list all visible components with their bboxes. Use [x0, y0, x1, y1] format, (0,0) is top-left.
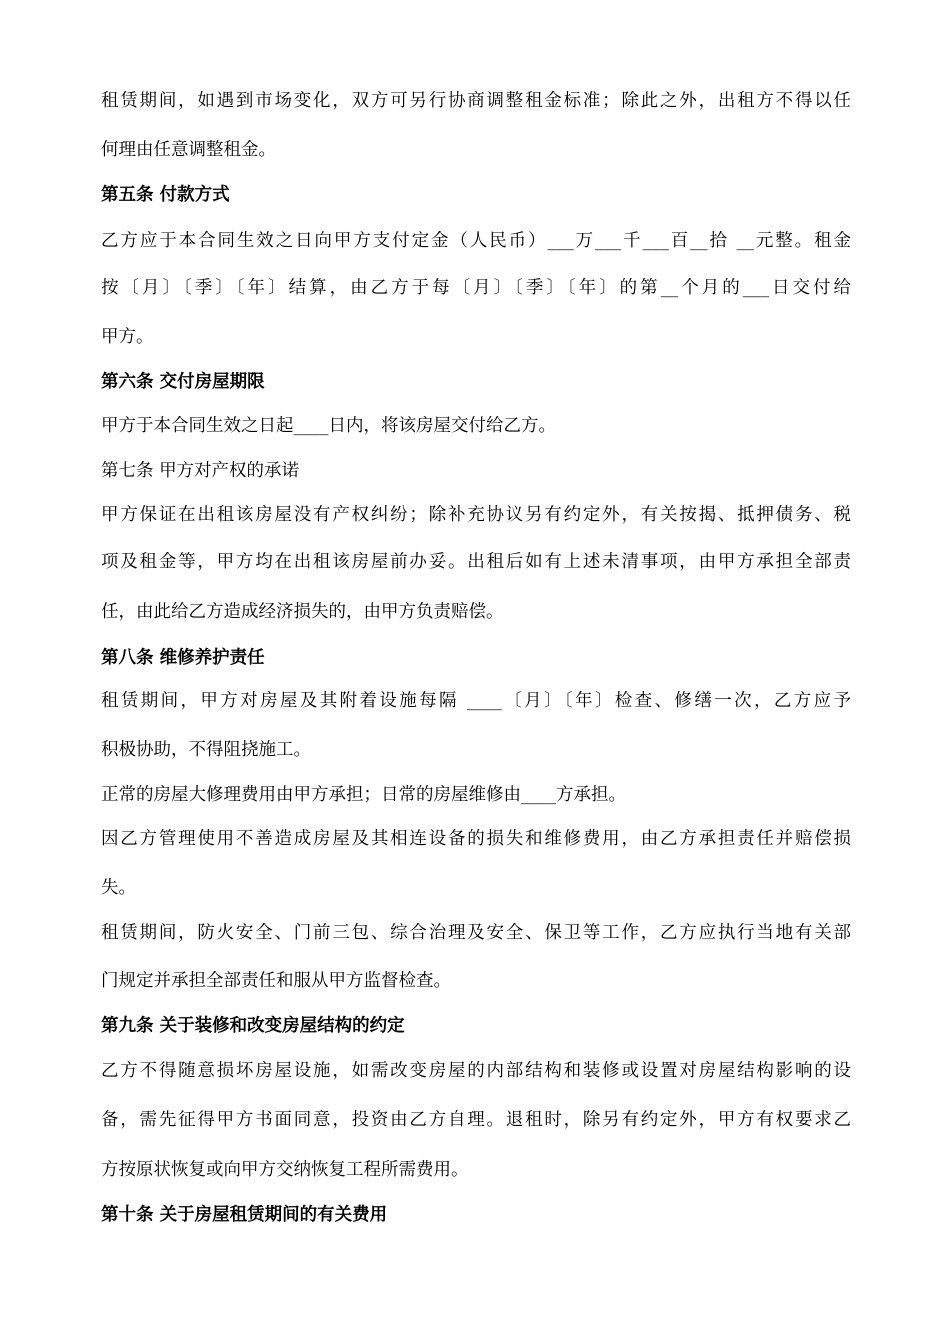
paragraph-line: 甲方保证在出租该房屋没有产权纠纷；除补充协议另有约定外，有关按揭、抵押债务、税 — [101, 505, 851, 525]
article-10-heading: 第十条 关于房屋租赁期间的有关费用 — [101, 1205, 388, 1225]
paragraph-line: 任，由此给乙方造成经济损失的，由甲方负责赔偿。 — [101, 602, 504, 622]
paragraph-line: 备，需先征得甲方书面同意，投资由乙方自理。退租时，除另有约定外，甲方有权要求乙 — [101, 1110, 851, 1130]
paragraph-line: 因乙方管理使用不善造成房屋及其相连设备的损失和维修费用，由乙方承担责任并赔偿损 — [101, 829, 851, 849]
article-5-heading: 第五条 付款方式 — [101, 185, 230, 205]
paragraph-line: 租赁期间，甲方对房屋及其附着设施每隔 ____〔月〕〔年〕检查、修缮一次，乙方应予 — [101, 691, 851, 711]
article-7-heading: 第七条 甲方对产权的承诺 — [101, 461, 300, 481]
paragraph-line: 乙方不得随意损坏房屋设施，如需改变房屋的内部结构和装修或设置对房屋结构影响的设 — [101, 1061, 851, 1081]
paragraph-line: 正常的房屋大修理费用由甲方承担；日常的房屋维修由____方承担。 — [101, 785, 626, 805]
paragraph-line: 甲方。 — [101, 327, 154, 347]
paragraph-line: 失。 — [101, 878, 136, 898]
paragraph-line: 按〔月〕〔季〕〔年〕结算，由乙方于每〔月〕〔季〕〔年〕的第__个月的___日交付给 — [101, 278, 851, 298]
paragraph-line: 项及租金等，甲方均在出租该房屋前办妥。出租后如有上述未清事项，由甲方承担全部责 — [101, 552, 851, 572]
article-6-heading: 第六条 交付房屋期限 — [101, 372, 265, 392]
paragraph-line: 租赁期间，防火安全、门前三包、综合治理及安全、保卫等工作，乙方应执行当地有关部 — [101, 923, 851, 943]
paragraph-line: 积极协助，不得阻挠施工。 — [101, 740, 311, 760]
article-8-heading: 第八条 维修养护责任 — [101, 648, 265, 668]
article-9-heading: 第九条 关于装修和改变房屋结构的约定 — [101, 1016, 405, 1036]
paragraph-line: 方按原状恢复或向甲方交纳恢复工程所需费用。 — [101, 1160, 469, 1180]
paragraph-line: 乙方应于本合同生效之日向甲方支付定金（人民币）___万___千___百__拾 __元整。租金 — [101, 231, 851, 251]
paragraph-line: 甲方于本合同生效之日起____日内，将该房屋交付给乙方。 — [101, 416, 556, 436]
paragraph-line: 租赁期间，如遇到市场变化，双方可另行协商调整租金标准；除此之外，出租方不得以任 — [101, 91, 851, 111]
paragraph-line: 门规定并承担全部责任和服从甲方监督检查。 — [101, 971, 451, 991]
paragraph-line: 何理由任意调整租金。 — [101, 140, 276, 160]
